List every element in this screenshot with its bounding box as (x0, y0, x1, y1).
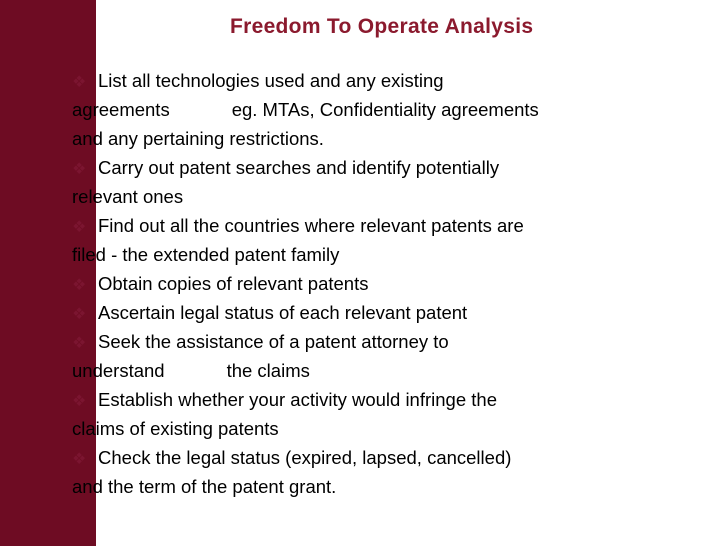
bullet-text: List all technologies used and any existing (98, 70, 444, 91)
list-item (72, 153, 672, 211)
bullet-text: agreements (72, 99, 170, 120)
diamond-bullet-icon: ❖ (72, 219, 87, 236)
bullet-text: Find out all the countries where relevant patents are (98, 215, 524, 236)
slide-title: Freedom To Operate Analysis (230, 15, 534, 38)
bullet-line (72, 356, 672, 385)
bullet-line: and any pertaining restrictions. (72, 128, 324, 149)
bullet-line: and the term of the patent grant. (72, 476, 337, 497)
bullet-line (72, 385, 672, 414)
diamond-bullet-icon: ❖ (72, 277, 87, 294)
bullet-text: Carry out patent searches and identify potentially (98, 157, 500, 178)
bullet-text: Check the legal status (expired, lapsed, cancelled) (98, 447, 512, 468)
bullet-line (72, 443, 672, 472)
diamond-bullet-icon: ❖ (72, 335, 87, 352)
bullet-text: Seek the assistance of a patent attorney to (98, 331, 449, 352)
list-item (72, 269, 672, 298)
diamond-bullet-icon: ❖ (72, 74, 87, 91)
list-item (72, 443, 672, 501)
bullet-line: claims of existing patents (72, 418, 279, 439)
list-item (72, 211, 672, 269)
list-item (72, 66, 672, 153)
bullet-list (72, 66, 672, 501)
diamond-bullet-icon: ❖ (72, 306, 87, 323)
bullet-line (72, 211, 672, 240)
diamond-bullet-icon: ❖ (72, 451, 87, 468)
bullet-line: relevant ones (72, 186, 184, 207)
bullet-text: Ascertain legal status of each relevant patent (98, 302, 468, 323)
bullet-line (72, 95, 672, 124)
bullet-line (72, 153, 672, 182)
bullet-line (72, 298, 672, 327)
list-item (72, 385, 672, 443)
bullet-text: the claims (226, 360, 310, 381)
bullet-line (72, 327, 672, 356)
list-item (72, 327, 672, 385)
bullet-text: Establish whether your activity would infringe the (98, 389, 497, 410)
bullet-text: eg. MTAs, Confidentiality agreements (231, 99, 539, 120)
list-item (72, 298, 672, 327)
bullet-line (72, 269, 672, 298)
bullet-line: filed - the extended patent family (72, 244, 340, 265)
bullet-text: Obtain copies of relevant patents (98, 273, 369, 294)
diamond-bullet-icon: ❖ (72, 393, 87, 410)
diamond-bullet-icon: ❖ (72, 161, 87, 178)
bullet-text: understand (72, 360, 165, 381)
bullet-line (72, 66, 672, 95)
